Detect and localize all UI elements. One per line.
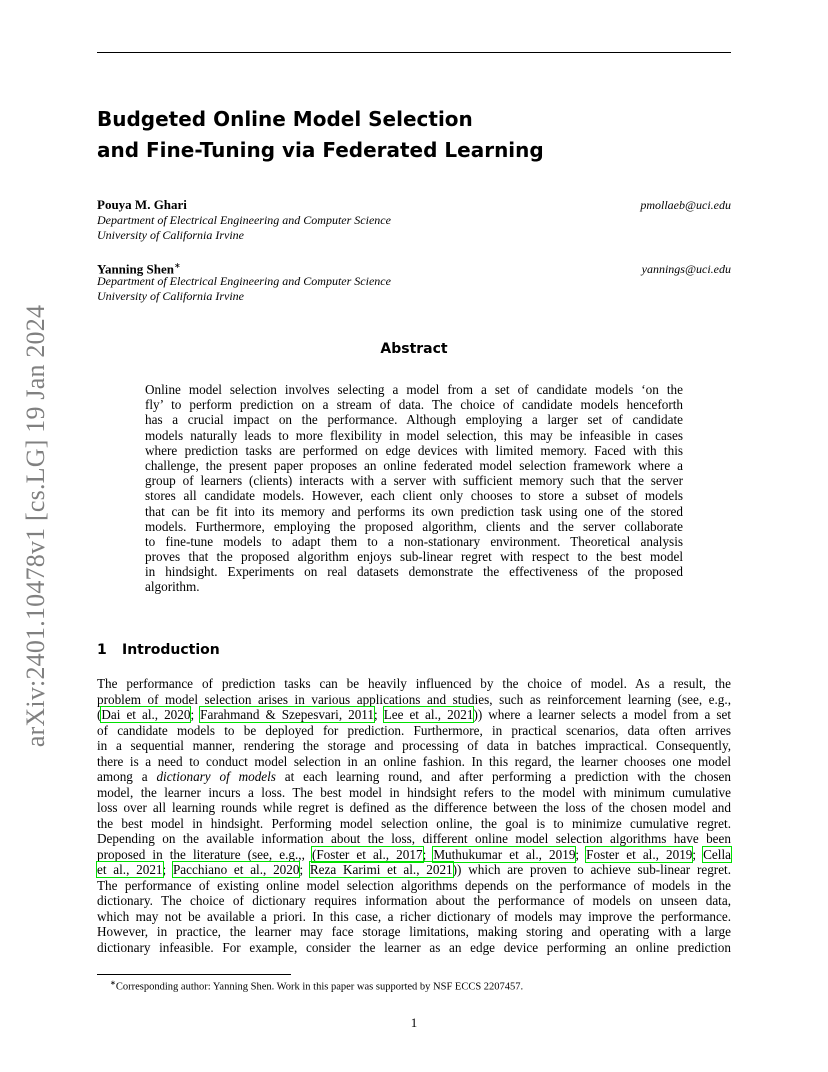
section-title: Introduction (122, 642, 220, 658)
intro-line: dictionary. The choice of dictionary requires information about the performance of models on unseen data, (97, 893, 731, 908)
intro-line: which may not be available a priori. In this case, a richer dictionary of models may improve the performance. (97, 908, 731, 924)
citation-link[interactable]: Dai et al., 2020 (101, 707, 191, 722)
abstract-line: group of learners (clients) interacts with a server with sufficient memory such that the server (145, 473, 683, 489)
introduction-body (97, 676, 731, 955)
title-line: Budgeted Online Model Selection (97, 107, 473, 131)
intro-line: model, the learner incurs a loss. The best model in hindsight refers to the model with minimum cumulative (97, 784, 731, 800)
intro-line: Depending on the available information about the loss, different online model selection algorithms have been (97, 831, 731, 846)
section-number: 1 (97, 642, 107, 658)
author-university: University of California Irvine (97, 289, 244, 303)
intro-line: However, in practice, the learner may face storage limitations, making storing and operating with a large (97, 924, 731, 939)
intro-line: et al., 2021; Pacchiano et al., 2020; Reza Karimi et al., 2021)) which are proven to achieve sub-linear regret. (97, 862, 732, 877)
paper-title (97, 104, 731, 166)
citation-link[interactable]: Pacchiano et al., 2020 (172, 862, 300, 877)
abstract-line: proves that the proposed algorithm enjoys sub-linear regret with respect to the best model (145, 549, 683, 565)
citation-link[interactable]: et al., 2021 (97, 862, 163, 877)
abstract-line: that can be fit into its memory and performs its own prediction task using one of the stored (145, 503, 683, 519)
abstract-line: stores all candidate models. However, each client only chooses to store a subset of models (145, 488, 683, 504)
intro-line: The performance of existing online model selection algorithms depends on the performance of models in the (97, 877, 731, 893)
abstract-line: in hindsight. Experiments on real datasets demonstrate the effectiveness of the proposed (145, 564, 683, 580)
arxiv-stamp-text[interactable]: arXiv:2401.10478v1 [cs.LG] 19 Jan 2024 (21, 304, 50, 748)
corresponding-author-mark[interactable]: ∗ (173, 261, 181, 270)
title-line: and Fine-Tuning via Federated Learning (97, 138, 544, 162)
intro-line: problem of model selection arises in various applications and studies, such as reinforcement learning (see, e.g., (97, 691, 731, 707)
author-block-1 (97, 197, 731, 243)
emphasis: dictionary of models (156, 769, 276, 784)
author-department: Department of Electrical Engineering and Computer Science (97, 213, 391, 227)
intro-line: there is a need to conduct model selection in an online fashion. In this regard, the learner chooses one model (97, 753, 731, 769)
intro-line: loss over all learning rounds while regret is defined as the difference between the loss of the chosen model and (97, 800, 731, 815)
author-department: Department of Electrical Engineering and Computer Science (97, 274, 391, 288)
intro-line: (Dai et al., 2020; Farahmand & Szepesvari, 2011; Lee et al., 2021)) where a learner selects a model from a set (97, 707, 732, 722)
footnote-mark: ∗ (110, 979, 116, 987)
abstract-line: models. Furthermore, employing the proposed algorithm, clients and the server collaborate (145, 518, 683, 534)
citation-link[interactable]: Lee et al., 2021 (383, 707, 474, 722)
footnote-rule (97, 974, 291, 975)
citation-link[interactable]: (Foster et al., 2017 (311, 846, 423, 862)
citation-link[interactable]: Cella (703, 846, 731, 862)
author-email[interactable]: pmollaeb@uci.edu (640, 198, 731, 212)
section-heading (97, 641, 220, 659)
author-name: Yanning Shen (97, 261, 174, 277)
author-name: Pouya M. Ghari (97, 197, 187, 212)
abstract-line: has a crucial impact on the performance. Although employing a larger set of candidate (145, 412, 683, 428)
citation-link[interactable]: Foster et al., 2019 (586, 846, 693, 862)
citation-link[interactable]: Farahmand & Szepesvari, 2011 (200, 707, 375, 722)
intro-line: The performance of prediction tasks can be heavily influenced by the choice of model. As a result, the (97, 676, 731, 691)
abstract-line: Online model selection involves selecting a model from a set of candidate models ‘on the (145, 382, 683, 397)
footnote (110, 977, 523, 994)
intro-line: among a dictionary of models at each learning round, and after performing a prediction with the chosen (97, 769, 731, 784)
intro-line: the best model in hindsight. Performing model selection online, the goal is to minimize cumulative regret. (97, 815, 731, 831)
footnote-text: Corresponding author: Yanning Shen. Work in this paper was supported by NSF ECCS 2207457. (115, 981, 524, 993)
abstract-body (145, 382, 683, 595)
intro-line: proposed in the literature (see, e.g.,, (Foster et al., 2017; Muthukumar et al., 2019; Foster et al., 2019; Cella (97, 846, 731, 862)
author-email[interactable]: yannings@uci.edu (641, 262, 731, 277)
author-block-2 (97, 258, 731, 304)
page-number: 1 (410, 1015, 418, 1030)
abstract-line: algorithm. (145, 579, 200, 595)
header-rule (97, 52, 731, 53)
citation-link[interactable]: Muthukumar et al., 2019 (433, 846, 576, 862)
intro-line: dictionary infeasible. For example, consider the learner as an edge device performing an online prediction (97, 939, 731, 955)
intro-line: in a sequential manner, rendering the storage and processing of data in batches impractical. Consequently, (97, 738, 731, 753)
intro-line: of candidate models to be deployed for prediction. Furthermore, in practical scenarios, data often arrives (97, 722, 731, 738)
abstract-line: where prediction tasks are performed on edge devices with limited memory. Faced with this (145, 442, 683, 458)
author-university: University of California Irvine (97, 228, 244, 242)
abstract-line: to fine-tune models to adapt them to a non-stationary environment. Theoretical analysis (145, 533, 683, 549)
abstract-line: challenge, the present paper proposes an online federated model selection framework where a (145, 457, 683, 473)
abstract-line: models naturally leads to more flexibility in model selection, this may be infeasible in cases (145, 427, 683, 443)
abstract-heading: Abstract (380, 341, 448, 357)
citation-link[interactable]: Reza Karimi et al., 2021 (309, 862, 453, 877)
abstract-line: fly’ to perform prediction on a stream of data. The choice of candidate models henceforth (145, 397, 683, 413)
